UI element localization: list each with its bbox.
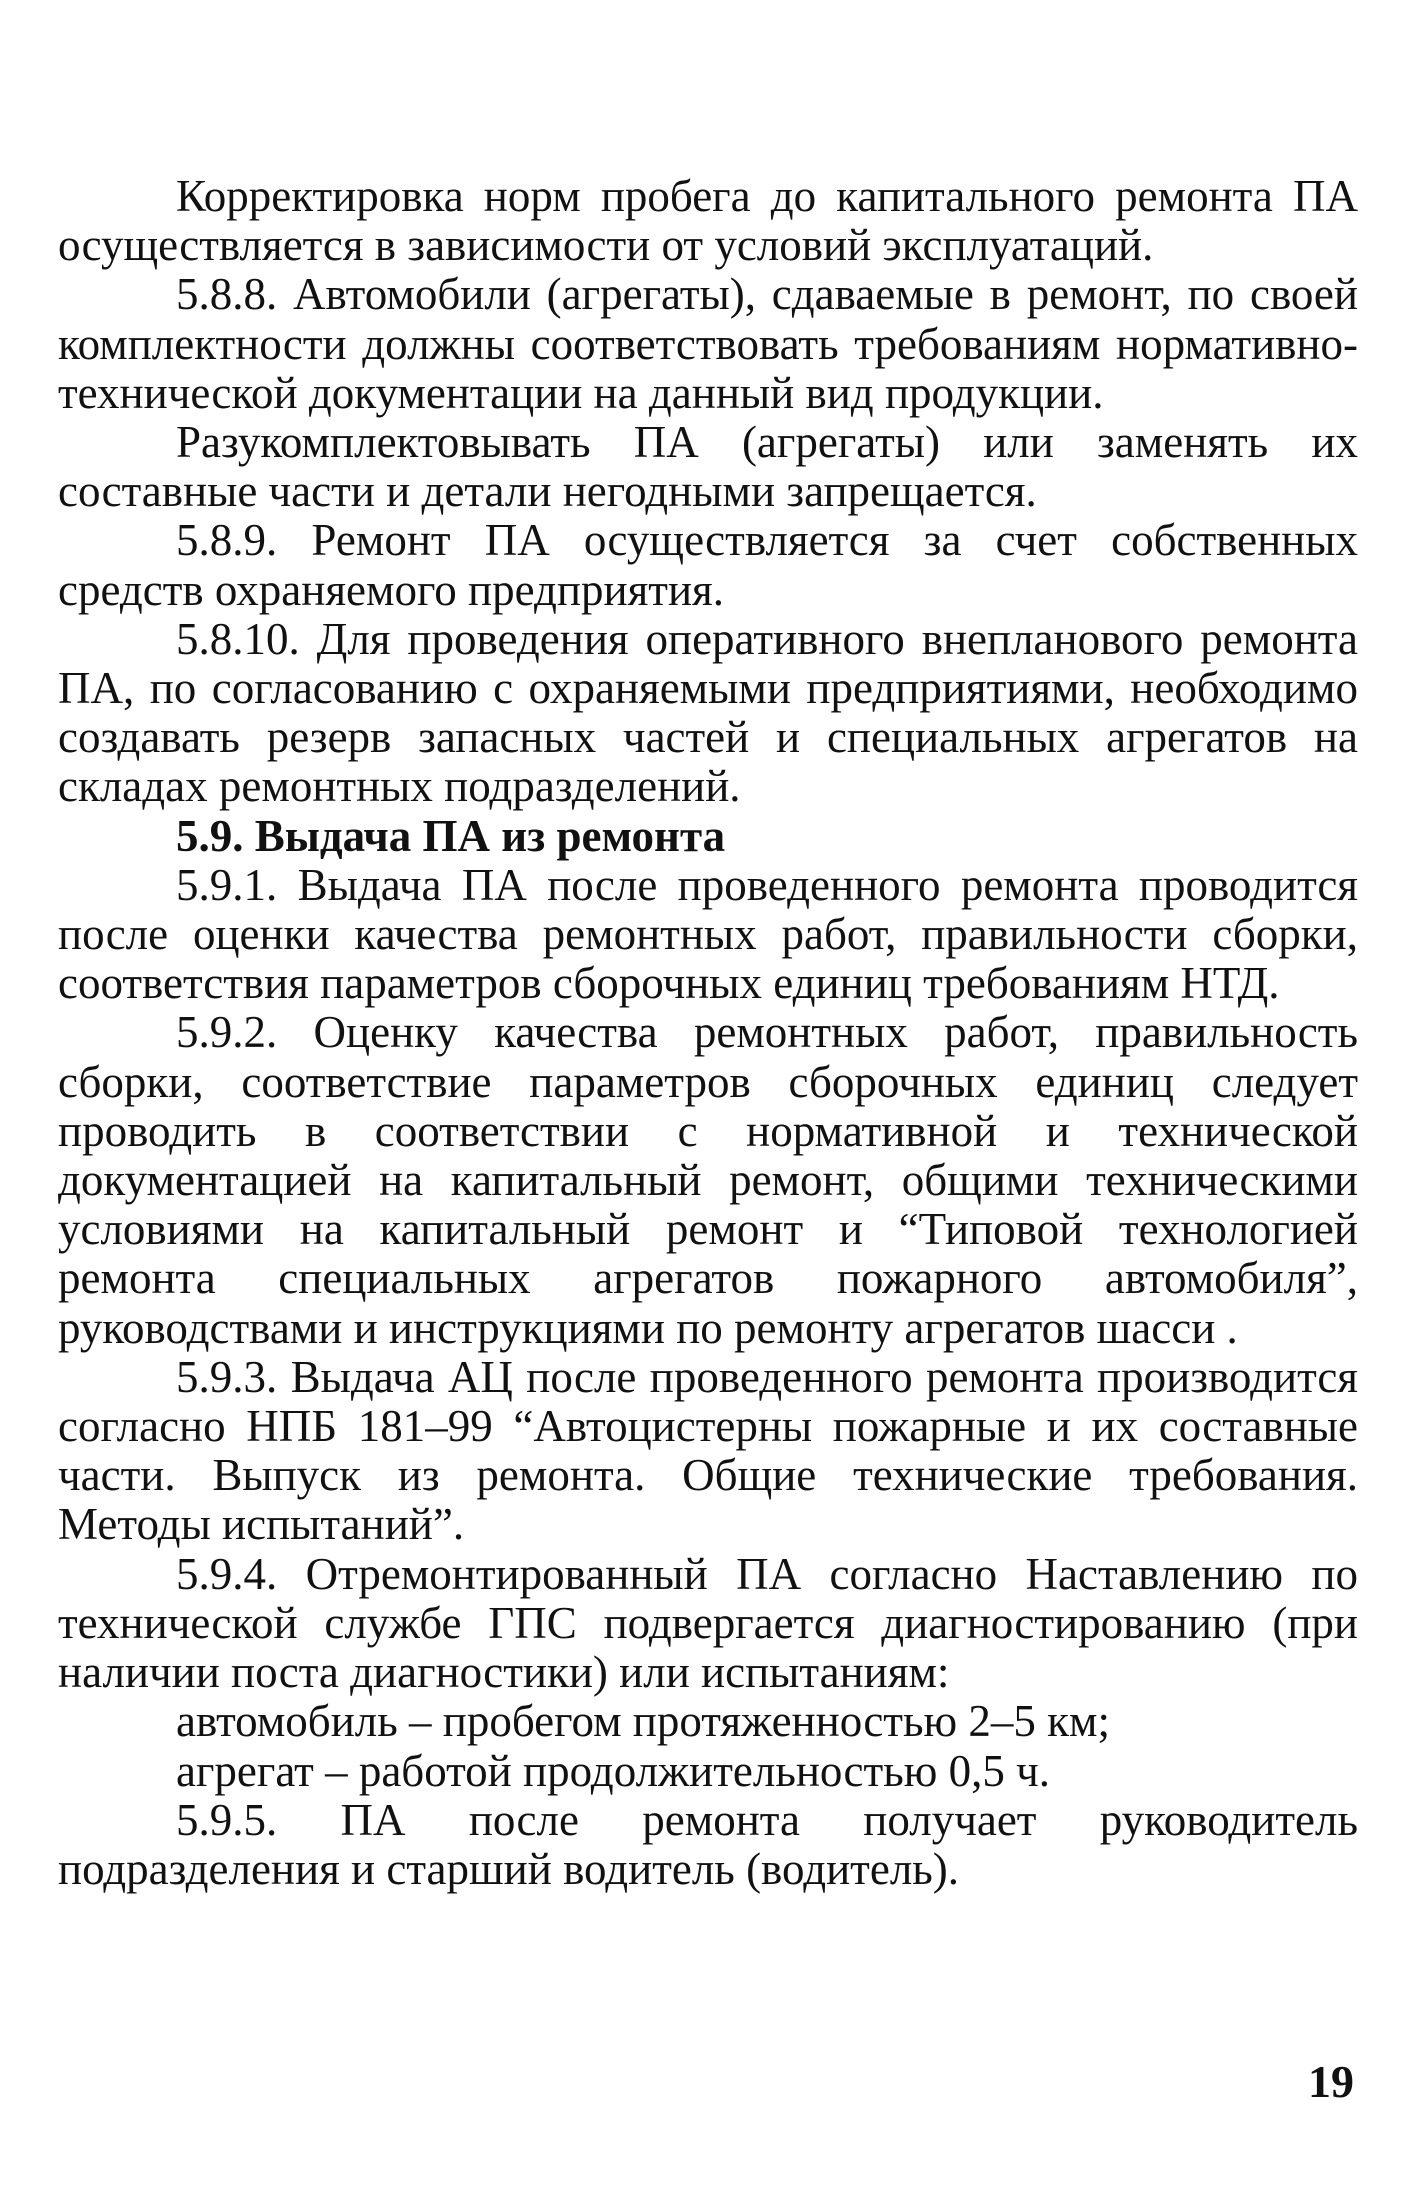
paragraph-5-8-9: 5.8.9. Ремонт ПА осуществляется за счет собственных средств охраняемого предприятия.: [58, 515, 1358, 615]
paragraph-5-9-3: 5.9.3. Выдача АЦ после проведенного ремонта производится согласно НПБ 181–99 “Автоцистерны пожарные и их составные части. Выпуск из ремонта. Общие технические требования. Методы испытаний”.: [58, 1351, 1358, 1550]
test-line-unit: агрегат – работой продолжительностью 0,5 ч.: [176, 1745, 1050, 1796]
paragraph-5-8-10: 5.8.10. Для проведения оперативного внепланового ремонта ПА, по согласованию с охраняемыми предприятиями, необходимо создавать резерв запасных частей и специальных агрегатов на складах ремонтных подразделений.: [58, 613, 1358, 812]
page-number: 19: [1308, 2056, 1354, 2107]
test-line-vehicle: автомобиль – пробегом протяженностью 2–5 км;: [176, 1696, 1110, 1747]
document-page: [58, 172, 1358, 1894]
paragraph-mileage-correction: Корректировка норм пробега до капитального ремонта ПА осуществляется в зависимости от условий эксплуатаций.: [58, 171, 1358, 271]
paragraph-disassembly-ban: Разукомплектовывать ПА (агрегаты) или заменять их составные части и детали негодными запрещается.: [58, 417, 1358, 517]
paragraph-5-9-2: 5.9.2. Оценку качества ремонтных работ, правильность сборки, соответствие параметров сборочных единиц следует проводить в соответствии с нормативной и технической документацией на капитальный ремонт, общими техническими условиями на капитальный ремонт и “Типовой технологией ремонта специальных агрегатов пожарного автомобиля”, руководствами и инструкциями по ремонту агрегатов шасси .: [58, 1007, 1358, 1353]
paragraph-5-9-5: 5.9.5. ПА после ремонта получает руководитель подразделения и старший водитель (водитель).: [58, 1794, 1358, 1894]
paragraph-5-8-8: 5.8.8. Автомобили (агрегаты), сдаваемые в ремонт, по своей комплектности должны соответствовать требованиям нормативно-технической документации на данный вид продукции.: [58, 269, 1358, 418]
paragraph-5-9-1: 5.9.1. Выдача ПА после проведенного ремонта проводится после оценки качества ремонтных работ, правильности сборки, соответствия параметров сборочных единиц требованиям НТД.: [58, 859, 1358, 1009]
paragraph-5-9-4: 5.9.4. Отремонтированный ПА согласно Наставлению по технической службе ГПС подвергается диагностированию (при наличии поста диагностики) или испытаниям:: [58, 1548, 1358, 1698]
section-heading-5-9: 5.9. Выдача ПА из ремонта: [176, 810, 726, 861]
